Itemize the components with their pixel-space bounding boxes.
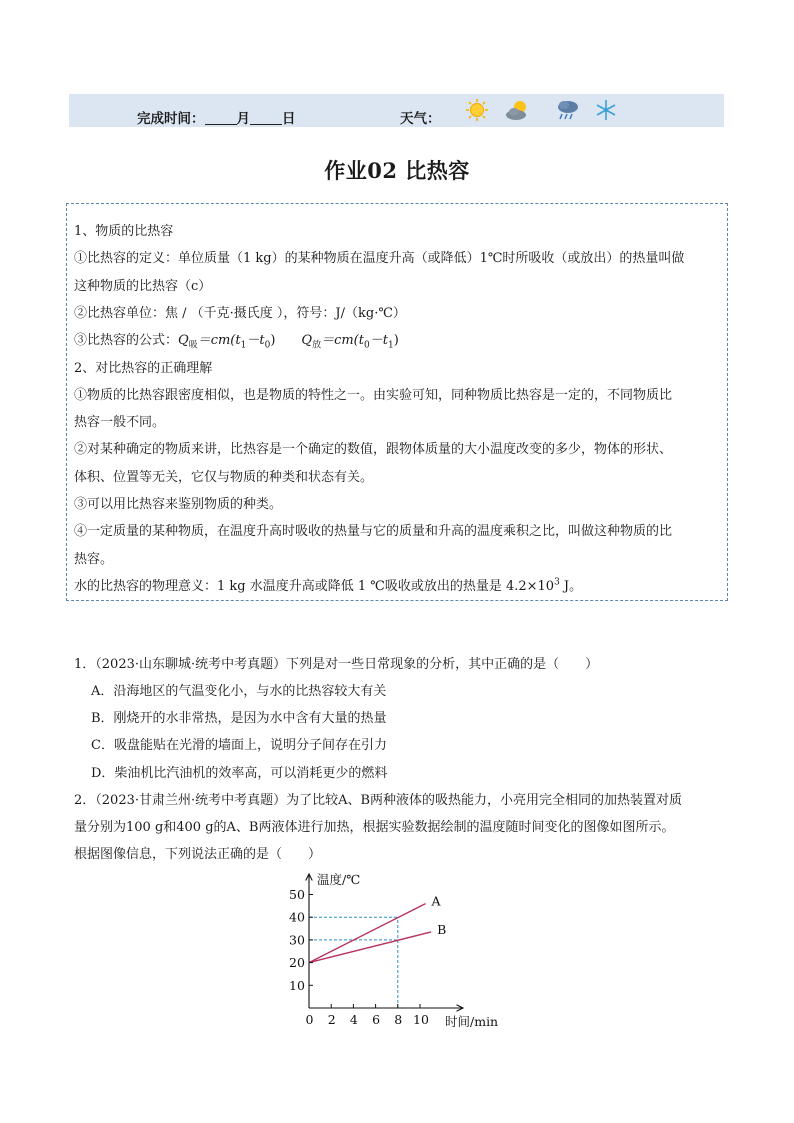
day-blank[interactable] [250, 112, 282, 125]
completion-time [137, 107, 296, 127]
x-tick-label: 8 [394, 1012, 403, 1027]
month-label: 月 [236, 111, 250, 127]
section-heading: 1、物质的比热容 [74, 224, 174, 239]
x-tick-label: 0 [305, 1012, 314, 1027]
x-tick-label: 2 [327, 1012, 336, 1027]
partly-cloudy-icon[interactable] [505, 98, 531, 122]
time-label: 完成时间： [137, 111, 205, 127]
question-2-stem: 2．（2023·甘肃兰州·统考中考真题）为了比较A、B两种液体的吸热能力，小亮用完全相同的加热装置对质 [74, 793, 683, 808]
y-tick-label: 50 [289, 887, 305, 902]
weather-label: 天气： [400, 111, 441, 127]
day-label: 日 [282, 111, 296, 127]
understanding-line: ①物质的比热容跟密度相似，也是物质的特性之一。由实验可知，同种物质比热容是一定的，不同物质比 [74, 388, 673, 403]
water-meaning-line: 水的比热容的物理意义：1 kg 水温度升高或降低 1 ℃吸收或放出的热量是 $4.2\times 10^3$ J。 [74, 577, 583, 594]
series-label-a: A [431, 893, 441, 909]
section-heading: 2、对比热容的正确理解 [74, 361, 213, 376]
series-line-b [309, 932, 431, 963]
rain-icon[interactable] [555, 98, 581, 122]
y-tick-label: 30 [289, 932, 305, 948]
understanding-line: ③可以用比热容来鉴别物质的种类。 [74, 497, 283, 512]
x-tick-label: 6 [372, 1012, 381, 1027]
question-1-option-a[interactable]: A．沿海地区的气温变化小，与水的比热容较大有关 [91, 684, 387, 699]
series-label-b: B [437, 921, 447, 937]
understanding-line: ②对某种确定的物质来讲，比热容是一个确定的数值，跟物体质量的大小温度改变的多少，物体的形状、 [74, 442, 673, 457]
question-1-option-c[interactable]: C．吸盘能贴在光滑的墙面上，说明分子间存在引力 [91, 738, 387, 753]
y-axis-label: 温度/℃ [317, 872, 361, 887]
page-title: 作业02 比热容 [324, 158, 470, 183]
understanding-line: 体积、位置等无关，它仅与物质的种类和状态有关。 [74, 470, 374, 485]
snowflake-icon[interactable] [593, 98, 619, 122]
month-blank[interactable] [205, 112, 237, 125]
temperature-time-chart [280, 865, 520, 1035]
formula-line: ③比热容的公式：$Q_吸=cm(t_1-t_0)$ $Q_放=cm(t_0-t_1)$ [74, 333, 399, 351]
question-1-stem: 1．（2023·山东聊城·统考中考真题）下列是对一些日常现象的分析，其中正确的是（ ） [74, 657, 599, 672]
understanding-line: 热容一般不同。 [74, 415, 166, 430]
x-tick-label: 4 [349, 1012, 358, 1027]
unit-line: ②比热容单位：焦 / （千克·摄氏度 ），符号：J/（kg·℃） [74, 306, 406, 321]
question-1-option-b[interactable]: B．刚烧开的水非常热，是因为水中含有大量的热量 [91, 711, 387, 726]
understanding-line: ④一定质量的某种物质，在温度升高时吸收的热量与它的质量和升高的温度乘积之比，叫做这种物质的比 [74, 524, 673, 539]
x-axis-label: 时间/min [445, 1014, 499, 1029]
understanding-line: 热容。 [74, 552, 114, 567]
definition-line: ①比热容的定义：单位质量（1 kg）的某种物质在温度升高（或降低）1℃时所吸收（或放出）的热量叫做 [74, 251, 685, 266]
header-bar [69, 94, 724, 127]
y-tick-label: 20 [289, 955, 305, 971]
series-line-a [309, 904, 426, 963]
question-1-option-d[interactable]: D．柴油机比汽油机的效率高，可以消耗更少的燃料 [91, 766, 388, 781]
y-tick-label: 40 [289, 909, 305, 925]
definition-line-cont: 这种物质的比热容（c） [74, 279, 212, 294]
question-2-stem-cont: 根据图像信息，下列说法正确的是（ ） [74, 847, 322, 862]
y-tick-label: 10 [289, 977, 305, 993]
sunny-icon[interactable] [464, 98, 490, 122]
x-tick-label: 10 [413, 1012, 429, 1027]
question-2-stem-cont: 量分别为100 g和400 g的A、B两液体进行加热，根据实验数据绘制的温度随时间变化的图像如图所示。 [74, 820, 675, 835]
